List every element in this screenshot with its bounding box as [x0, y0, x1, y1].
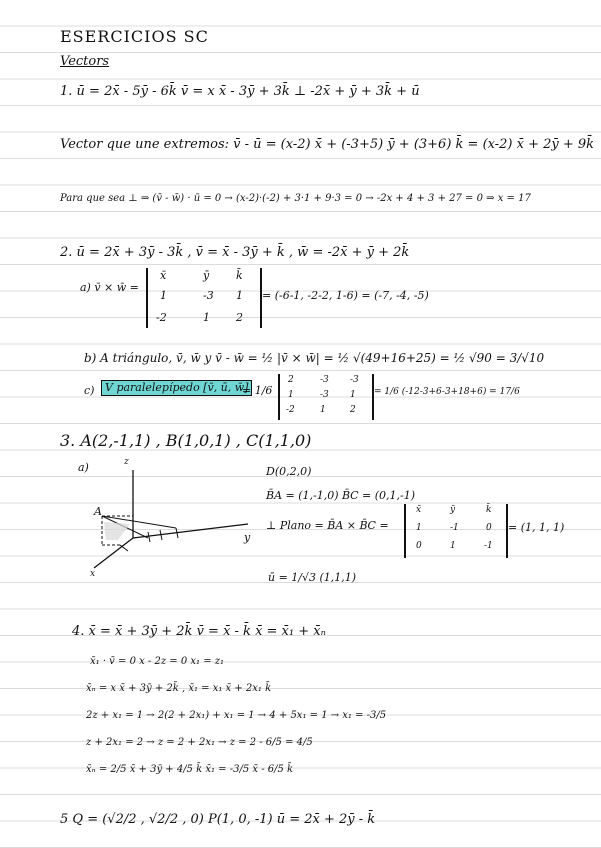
det-cell: 1	[288, 390, 294, 400]
det-cell: 0	[486, 523, 492, 533]
ex4-line-5: z + 2x₁ = 2 → z = 2 + 2x₁ → z = 2 - 6/5 = 4/5	[86, 737, 313, 748]
det-cell: -3	[203, 289, 214, 302]
det-cell: -2	[156, 311, 167, 324]
det-cell: 1	[203, 311, 210, 324]
ex3-determinant	[404, 504, 508, 558]
ex1-perpendicular: Para que sea ⊥ ⇒ (v̄ - w̄) · ū = 0 → (x-2)·(-2) + 3·1 + 9·3 = 0 → -2x + 4 + 3 + 27 = 0 ⇒ x = 17	[60, 193, 531, 204]
det-cell: 2	[236, 311, 243, 324]
ex2-c-label: c)	[84, 384, 95, 397]
ex2-c-eq: = 1/6	[242, 384, 273, 397]
ex3-point-d: D(0,2,0)	[266, 465, 312, 478]
det-cell: 1	[450, 541, 456, 551]
ex3-det-result: = (1, 1, 1)	[508, 521, 565, 534]
det-cell: 1	[236, 289, 243, 302]
axis-x-label: x	[90, 569, 96, 579]
det-cell: ȳ	[203, 269, 210, 282]
det-cell: ȳ	[450, 505, 456, 515]
det-cell: 0	[416, 541, 422, 551]
ex3-a-label: a)	[78, 461, 89, 474]
point-a-label: A	[94, 505, 102, 518]
det-cell: x̄	[160, 269, 167, 282]
det-cell: 2	[350, 405, 356, 415]
ex2-c-result: = 1/6 (-12-3+6-3+18+6) = 17/6	[374, 387, 520, 397]
ex2-b-line: b) A triángulo, v̄, w̄ y v̄ - w̄ = ½ |v̄ × w̄| = ½ √(49+16+25) = ½ √90 = 3/√10	[84, 351, 545, 365]
ex4-line-6: x̄ₙ = 2/5 x̄ + 3ȳ + 4/5 k̄ x̄₁ = -3/5 x̄ - 6/5 k̄	[86, 764, 294, 775]
det-cell: -3	[320, 390, 329, 400]
ex4-line-1: 4. x̄ = x̄ + 3ȳ + 2k̄ v̄ = x̄ - k̄ x̄ = x̄₁ + x̄ₙ	[72, 624, 326, 639]
ex2-statement: 2. ū = 2x̄ + 3ȳ - 3k̄ , v̄ = x̄ - 3ȳ + k̄ , w̄ = -2x̄ + ȳ + 2k̄	[60, 245, 410, 260]
det-cell: -1	[484, 541, 493, 551]
det-cell: -2	[286, 405, 295, 415]
section-heading: Vectors	[60, 54, 110, 69]
ex4-line-4: 2z + x₁ = 1 → 2(2 + 2x₁) + x₁ = 1 → 4 + 5x₁ = 1 → x₁ = -3/5	[86, 710, 387, 721]
det-cell: -3	[320, 375, 329, 385]
axis-y-label: y	[244, 531, 251, 544]
det-cell: 1	[160, 289, 167, 302]
ex3-unit-vector: ū = 1/√3 (1,1,1)	[268, 571, 357, 584]
ex2-a-label: a) v̄ × w̄ =	[80, 281, 139, 294]
det-cell: x̄	[416, 505, 422, 515]
axis-z-label: z	[124, 457, 129, 467]
det-cell: k̄	[486, 505, 492, 515]
page-title: ESERCICIOS SC	[60, 27, 209, 46]
ex4-line-3: x̄ₙ = x x̄ + 3ȳ + 2k̄ , x̄₁ = x₁ x̄ + 2x₁ k̄	[86, 683, 272, 694]
det-cell: k̄	[236, 269, 243, 282]
det-cell: 2	[288, 375, 294, 385]
ex2-c-highlight-box: V paralelepípedo [v̄, ū, w̄]	[102, 381, 251, 395]
det-cell: -1	[450, 523, 459, 533]
ex1-statement: 1. ū = 2x̄ - 5ȳ - 6k̄ v̄ = x x̄ - 3ȳ + 3k̄ ⊥ -2x̄ + ȳ + 3k̄ + ū	[60, 84, 420, 99]
ex3-vectors: B̄A = (1,-1,0) B̄C = (0,1,-1)	[266, 489, 416, 502]
ex4-line-2: x̄₁ · v̄ = 0 x - 2z = 0 x₁ = z₁	[90, 656, 225, 667]
det-cell: -3	[350, 375, 359, 385]
ex3-normal-label: ⊥ Plano = B̄A × B̄C =	[266, 519, 389, 532]
ex1-vector-joining: Vector que une extremos: v̄ - ū = (x-2) x̄ + (-3+5) ȳ + (3+6) k̄ = (x-2) x̄ + 2ȳ + 9k̄	[60, 137, 595, 152]
ex3-statement: 3. A(2,-1,1) , B(1,0,1) , C(1,1,0)	[60, 431, 312, 450]
ex5-statement: 5 Q = (√2/2 , √2/2 , 0) P(1, 0, -1) ū = 2x̄ + 2ȳ - k̄	[60, 812, 376, 827]
det-cell: 1	[320, 405, 326, 415]
det-cell: 1	[416, 523, 422, 533]
det-cell: 1	[350, 390, 356, 400]
ex2-a-result: = (-6-1, -2-2, 1-6) = (-7, -4, -5)	[262, 289, 429, 302]
